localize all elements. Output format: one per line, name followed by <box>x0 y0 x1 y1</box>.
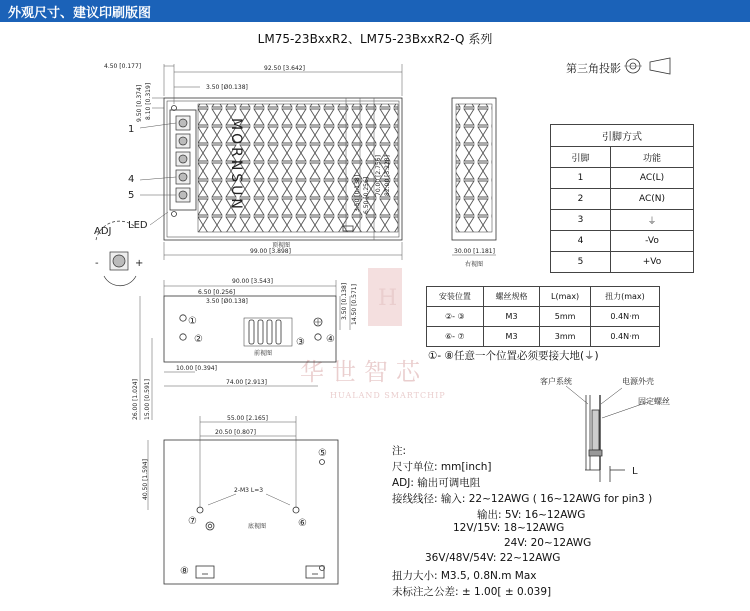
table-row <box>427 327 660 347</box>
terminal-block <box>176 116 190 202</box>
front-view <box>164 296 336 362</box>
note-line: 36V/48V/54V: 22~12AWG <box>425 552 561 564</box>
dim-70-00: 70.00 [2.756] <box>375 155 382 196</box>
dim-3-50-hole: 3.50 [Ø0.138] <box>206 84 248 91</box>
adj-plus: + <box>135 258 144 269</box>
watermark-en: HUALAND SMARTCHIP <box>330 391 446 400</box>
position-cell: ⑥- ⑦ <box>427 327 484 347</box>
screw-label-fixing: 固定螺丝 <box>638 397 670 406</box>
front-hole-4: ④ <box>326 334 335 345</box>
torque-cell: 0.4N·m <box>590 307 659 327</box>
right-view <box>452 98 496 255</box>
note-line: 尺寸单位: mm[inch] <box>392 461 492 473</box>
bottom-view <box>164 440 338 584</box>
torque-header-position: 安装位置 <box>427 287 484 307</box>
dim-20-50: 20.50 [0.807] <box>215 429 256 436</box>
function-cell: AC(L) <box>611 168 694 189</box>
bottom-view-caption: 底视图 <box>248 523 267 530</box>
note-line: 接线线径: 输入: 22~12AWG ( 16~12AWG for pin3 ) <box>392 493 653 505</box>
front-hole-2: ② <box>194 334 203 345</box>
torque-table <box>426 286 660 347</box>
pin-label-4: 4 <box>128 174 135 185</box>
function-cell: -Vo <box>611 231 694 252</box>
grounding-note: ①- ⑧任意一个位置必须要接大地(⏚) <box>428 350 599 362</box>
screw-cell: M3 <box>483 327 540 347</box>
dim-55-00: 55.00 [2.165] <box>227 415 268 422</box>
svg-text:H: H <box>378 286 398 311</box>
table-row <box>551 210 694 231</box>
function-cell: ⏚ <box>611 210 694 231</box>
bottom-hole-7: ⑦ <box>188 516 197 527</box>
dim-3-50: 3.50 [0.138] <box>354 174 361 212</box>
dim-3-50-front: 3.50 [0.138] <box>341 282 348 320</box>
table-row <box>551 189 694 210</box>
watermark-cn: 华世智芯 <box>300 358 428 386</box>
brand-logo: MORNSUN <box>228 118 244 212</box>
dim-4-50: 4.50 [0.177] <box>104 63 142 70</box>
torque-cell: 0.4N·m <box>590 327 659 347</box>
pin-table-header-pin: 引脚 <box>551 147 611 168</box>
function-cell: AC(N) <box>611 189 694 210</box>
length-cell: 5mm <box>540 307 590 327</box>
right-view-caption: 右视图 <box>465 261 484 268</box>
projection-icon <box>624 58 670 74</box>
note-line: 24V: 20~12AWG <box>504 537 592 549</box>
pin-cell: 1 <box>551 168 611 189</box>
led-label: LED <box>128 220 148 231</box>
bottom-hole-6: ⑥ <box>298 518 307 529</box>
dim-92-50: 92.50 [3.642] <box>264 65 305 72</box>
top-view <box>164 98 402 240</box>
dim-74-00: 74.00 [2.913] <box>226 379 267 386</box>
screw-l-label: L <box>632 466 638 477</box>
dim-40-50: 40.50 [1.594] <box>142 459 149 500</box>
dim-82-00: 82.00 [3.228] <box>384 155 391 196</box>
note-line: 未标注之公差: ± 1.00[ ± 0.039] <box>392 586 552 598</box>
table-row <box>551 168 694 189</box>
watermark <box>300 268 446 400</box>
front-hole-1: ① <box>188 316 197 327</box>
length-cell: 3mm <box>540 327 590 347</box>
position-cell: ②- ③ <box>427 307 484 327</box>
section-title: 外观尺寸、建议印刷版图 <box>8 6 152 21</box>
dim-10-00: 10.00 [0.394] <box>176 365 217 372</box>
note-line: ADJ: 输出可调电阻 <box>392 477 481 489</box>
note-line: 输出: 5V: 16~12AWG <box>477 509 586 521</box>
table-row <box>551 252 694 273</box>
torque-header-length: L(max) <box>540 287 590 307</box>
pin-table-title: 引脚方式 <box>551 125 694 147</box>
dim-9-50: 9.50 [0.374] <box>136 84 143 122</box>
table-row <box>427 307 660 327</box>
adj-label: ADJ <box>94 226 112 237</box>
dim-8-10: 8.10 [0.319] <box>145 82 152 120</box>
pin-cell: 2 <box>551 189 611 210</box>
pin-label-5: 5 <box>128 190 135 201</box>
front-hole-3: ③ <box>296 337 305 348</box>
dim-6-50-front: 6.50 [0.256] <box>198 289 236 296</box>
screw-cell: M3 <box>483 307 540 327</box>
note-line: 12V/15V: 18~12AWG <box>453 522 565 534</box>
screw-spec-label: 2-M3 L=3 <box>234 487 264 494</box>
front-view-caption: 前视图 <box>254 350 273 357</box>
pin-table <box>550 124 694 273</box>
dim-6-50: 6.50 [0.256] <box>363 176 370 214</box>
pin-cell: 3 <box>551 210 611 231</box>
bottom-hole-8: ⑧ <box>180 566 189 577</box>
torque-header-screw: 螺丝规格 <box>483 287 540 307</box>
pin-table-header-function: 功能 <box>611 147 694 168</box>
screw-label-housing: 电源外壳 <box>622 377 654 386</box>
dim-99-00: 99.00 [3.898] <box>250 248 291 255</box>
projection-label: 第三角投影 <box>566 62 621 75</box>
table-row <box>551 231 694 252</box>
torque-header-torque: 扭力(max) <box>590 287 659 307</box>
notes-title: 注: <box>392 445 407 457</box>
series-subtitle: LM75-23BxxR2、LM75-23BxxR2-Q 系列 <box>257 32 493 46</box>
note-line: 扭力大小: M3.5, 0.8N.m Max <box>392 570 537 582</box>
screw-label-customer: 客户系统 <box>540 377 572 386</box>
pin-label-1: 1 <box>128 124 135 135</box>
dim-15-00: 15.00 [0.591] <box>144 379 151 420</box>
pin-cell: 4 <box>551 231 611 252</box>
adj-minus: - <box>95 258 99 269</box>
dim-26-00: 26.00 [1.024] <box>132 379 139 420</box>
pin-cell: 5 <box>551 252 611 273</box>
top-view-caption: 顶视图 <box>272 242 291 249</box>
dim-90-00: 90.00 [3.543] <box>232 278 273 285</box>
led-leader <box>150 212 168 225</box>
dim-14-50: 14.50 [0.571] <box>351 284 358 325</box>
dim-30-00: 30.00 [1.181] <box>454 248 495 255</box>
bottom-hole-5: ⑤ <box>318 448 327 459</box>
dim-3-50-hole-front: 3.50 [Ø0.138] <box>206 298 248 305</box>
function-cell: +Vo <box>611 252 694 273</box>
